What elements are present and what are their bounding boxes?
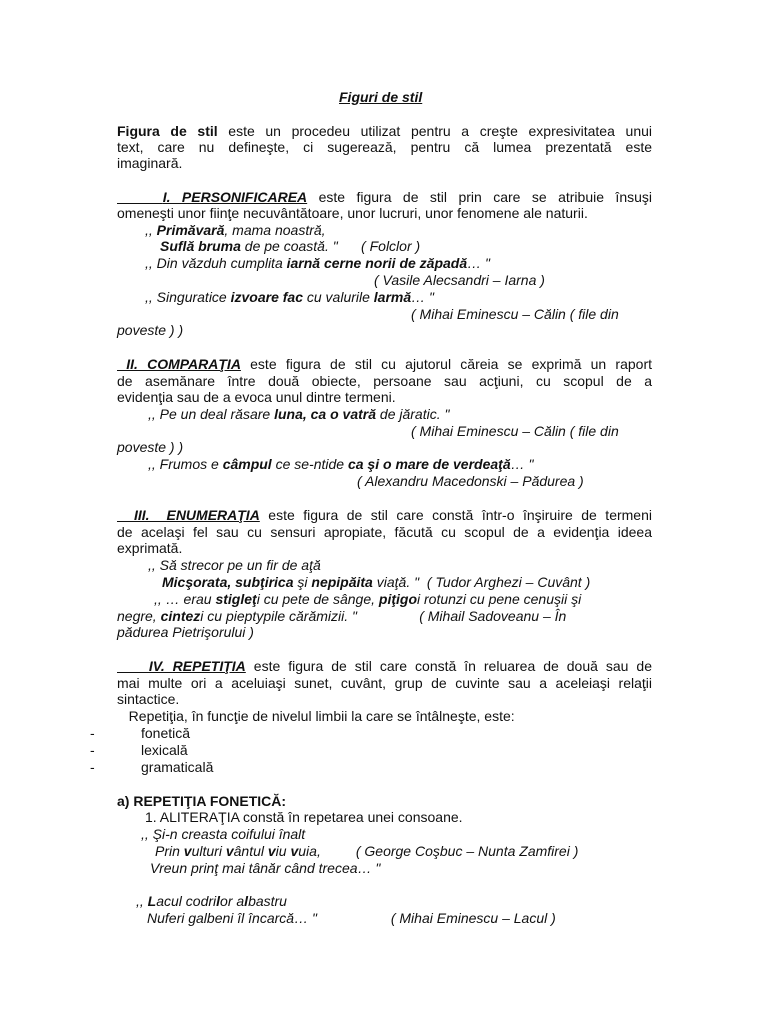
s1-heading: I. PERSONIFICAREA (162, 189, 308, 205)
s2-line-2: de asemănare între două obiecte, persoane sau acţiuni, cu scopul de a (117, 373, 652, 389)
s2-line-3: evidenţia sau de a evoca unul dintre termeni. (117, 389, 396, 405)
page-title: Figuri de stil (339, 89, 423, 105)
list-bullet: - (90, 725, 95, 741)
s5-example-5: Nuferi galbeni îl încarcă… " ( Mihai Eminescu – Lacul ) (147, 910, 556, 926)
s3-example-4-source-2: pădurea Pietrişorului ) (117, 624, 254, 640)
s3-text: este figura de stil care constă într-o înşiruire de termeni (259, 507, 652, 523)
s3-example-4: negre, cintezi cu pieptурile cărămizii. " ( Mihail Sadoveanu – În (117, 608, 567, 624)
s3-example-1: ,, Să strecor pe un fir de aţă (148, 557, 321, 573)
s2-example-1-source-2: poveste ) ) (117, 439, 184, 455)
s3-line-2: de acelaşi fel sau cu sensuri apropiate, făcută cu scopul de a evidenţia ideea (117, 524, 652, 540)
s4-line-2: mai multe ori a aceluiaşi sunet, cuvânt, grup de cuvinte sau a aceleiaşi relaţii (117, 675, 652, 691)
s1-text: este figura de stil prin care se atribuie însuşi (307, 189, 653, 205)
s1-example-4-source-2: poveste ) ) (117, 322, 184, 338)
s3-heading: III. ENUMERAŢIA (117, 507, 260, 523)
s4-line-3: sintactice. (117, 691, 180, 707)
intro-line-1 (117, 123, 652, 139)
s1-line-1 (117, 189, 652, 205)
s3-line-3: exprimată. (117, 540, 183, 556)
s5-heading: a) REPETIŢIA FONETICĂ: (117, 793, 287, 809)
s2-text: este figura de stil cu ajutorul căreia se exprimă un raport (240, 356, 652, 372)
s1-example-1: ,, Primăvară, mama noastră, (145, 222, 326, 238)
s1-example-3: ,, Din văzduh cumplita iarnă cerne norii de zăpadă… " (145, 255, 490, 271)
s2-line-1 (117, 356, 652, 372)
s4-text: este figura de stil care constă în reluarea de două sau de (245, 658, 652, 674)
s2-example-1: ,, Pe un deal răsare luna, ca o vatră de jăratic. " (148, 406, 450, 422)
s5-example-3: Vreun prinţ mai tânăr când trecea… " (150, 860, 381, 876)
s5-line-1: 1. ALITERAŢIA constă în repetarea unei consoane. (145, 809, 463, 825)
list-item: fonetică (141, 725, 191, 741)
s3-example-2: Micşorata, subţirica şi nepipăita viaţă. " ( Tudor Arghezi – Cuvânt ) (162, 574, 591, 590)
s4-line-1 (117, 658, 652, 674)
s1-example-3-source: ( Vasile Alecsandri – Iarna ) (374, 272, 545, 288)
s5-example-4: ,, Lacul codrilor albastru (136, 893, 287, 909)
s2-example-2-source: ( Alexandru Macedonski – Pădurea ) (357, 473, 584, 489)
s3-example-3: ,, … erau stigleţi cu pete de sânge, piţigoi rotunzi cu pene cenuşii şi (154, 591, 582, 607)
intro-term: Figura de stil (117, 123, 218, 139)
s1-example-4: ,, Singuratice izvoare fac cu valurile larmă… " (145, 289, 435, 305)
s4-line-4: Repetiţia, în funcţie de nivelul limbii la care se întâlneşte, este: (117, 708, 515, 724)
intro-text: este un procedeu utilizat pentru a creşte expresivitatea unui (217, 123, 652, 139)
s2-heading: II. COMPARAŢIA (117, 356, 241, 372)
list-item: lexicală (141, 742, 188, 758)
s5-example-1: ,, Şi-n creasta coifului înalt (141, 826, 306, 842)
s5-example-2: Prin vulturi vântul viu vuia, ( George Coşbuc – Nunta Zamfirei ) (155, 843, 579, 859)
intro-line-3: imaginară. (117, 155, 183, 171)
s1-line-2: omeneşti unor fiinţe necuvântătoare, unor lucruri, unor fenomene ale naturii. (117, 205, 588, 221)
s4-heading: IV. REPETIŢIA (117, 658, 246, 674)
s2-example-2: ,, Frumos e câmpul ce se-ntide ca şi o mare de verdeaţă… " (148, 456, 534, 472)
s1-example-2: Suflă bruma de pe coastă. " ( Folclor ) (160, 238, 421, 254)
list-bullet: - (90, 759, 95, 775)
intro-line-2: text, care nu defineşte, ci sugerează, pentru că lumea prezentată este (117, 139, 652, 155)
s3-line-1 (117, 507, 652, 523)
s2-example-1-source: ( Mihai Eminescu – Călin ( file din (411, 423, 619, 439)
list-item: gramaticală (141, 759, 214, 775)
s1-example-4-source: ( Mihai Eminescu – Călin ( file din (411, 306, 619, 322)
list-bullet: - (90, 742, 95, 758)
